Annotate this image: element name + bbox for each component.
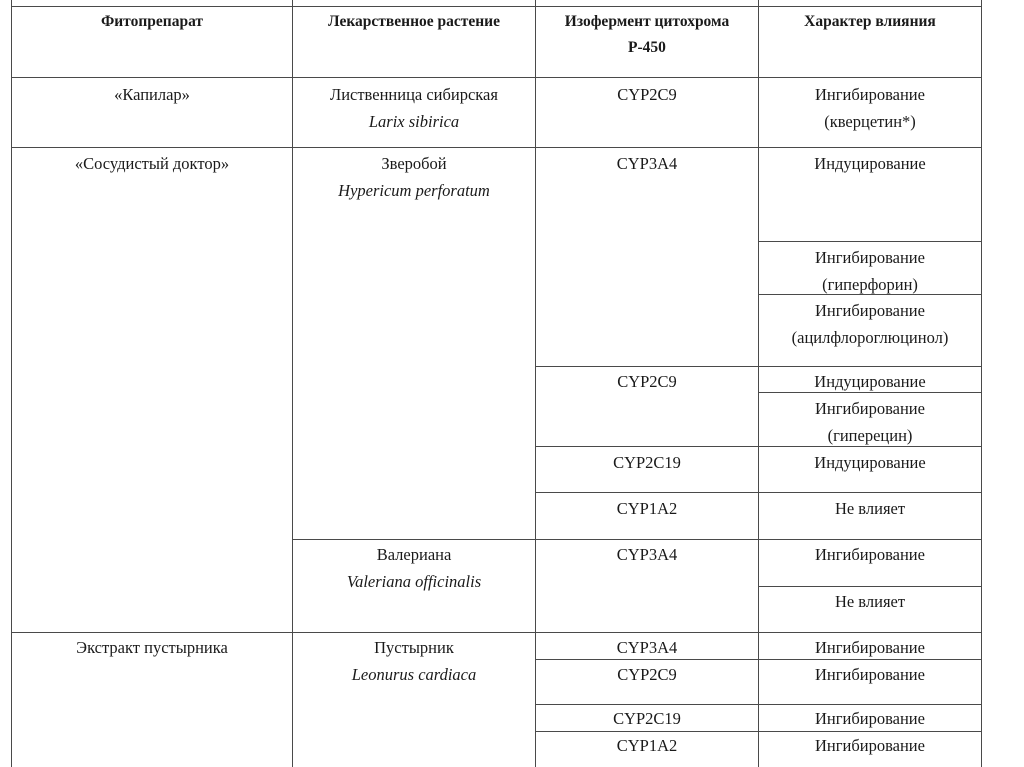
effect-cell: Индуцирование (814, 154, 926, 173)
effect-cell: Ингибирование (гиперфорин) (815, 248, 925, 294)
row-divider (11, 147, 982, 148)
row-divider (535, 492, 982, 493)
row-divider (535, 366, 982, 367)
header-preparation: Фитопрепарат (100, 13, 204, 30)
preparation-kapilar: «Капилар» (114, 85, 190, 104)
isoenzyme-cell: CYP2C19 (613, 709, 681, 728)
preparation-pustyrnik-extract: Экстракт пустырника (76, 638, 228, 657)
effect-cell: Не влияет (834, 499, 906, 518)
plant-leonurus: Пустырник Leonurus cardiaca (351, 638, 477, 684)
row-divider (11, 632, 982, 633)
isoenzyme-cell: CYP2C9 (617, 85, 677, 104)
effect-cell: Индуцирование (814, 453, 926, 472)
effect-cell: Ингибирование (815, 545, 925, 564)
effect-cell: Ингибирование (гиперецин) (815, 399, 925, 445)
isoenzyme-cell: CYP2C9 (617, 665, 677, 684)
isoenzyme-cell: CYP1A2 (616, 736, 678, 755)
isoenzyme-cell: CYP2C9 (617, 372, 677, 391)
header-plant: Лекарственное растение (328, 13, 500, 30)
row-divider (758, 241, 982, 242)
effect-cell: Ингибирование (815, 638, 925, 657)
isoenzyme-cell: CYP1A2 (616, 499, 678, 518)
header-effect: Характер влияния (804, 13, 936, 30)
effect-cell: Ингибирование (815, 736, 925, 755)
preparation-sosudisty-doktor: «Сосудистый доктор» (74, 154, 230, 173)
header-isoenzyme: Изофермент цитохрома Р-450 (564, 13, 730, 56)
isoenzyme-cell: CYP3A4 (616, 154, 678, 173)
isoenzyme-cell: CYP3A4 (616, 638, 678, 657)
table-border-top (11, 6, 982, 7)
row-divider (758, 586, 982, 587)
table-border-right (981, 0, 982, 767)
effect-cell: Не влияет (834, 592, 906, 611)
plant-hypericum: Зверобой Hypericum perforatum (338, 154, 490, 200)
effect-cell: Ингибирование (815, 709, 925, 728)
header-divider (11, 77, 982, 78)
effect-cell: Ингибирование (815, 665, 925, 684)
plant-valeriana: Валериана Valeriana officinalis (346, 545, 482, 591)
row-divider (292, 539, 982, 540)
effect-cell: Ингибирование (ацилфлороглюцинол) (791, 301, 949, 347)
effect-cell: Индуцирование (814, 372, 926, 391)
isoenzyme-cell: CYP2C19 (613, 453, 681, 472)
plant-larix: Лиственница сибирская Larix sibirica (330, 85, 498, 131)
isoenzyme-cell: CYP3A4 (616, 545, 678, 564)
effect-cell: Ингибирование (кверцетин*) (815, 85, 925, 131)
